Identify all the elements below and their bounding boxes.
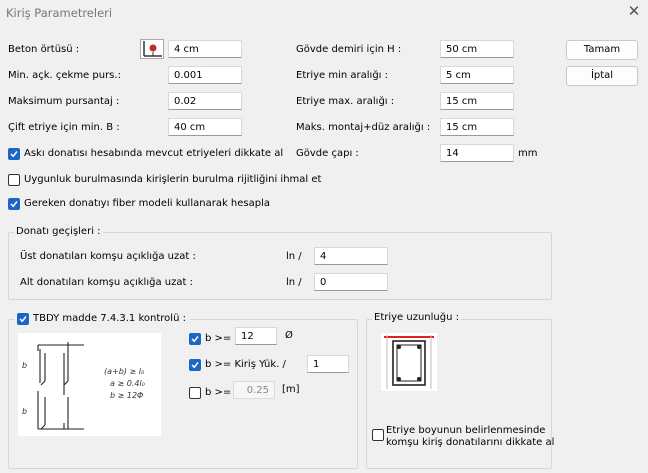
- stirrup-neighbor-label-line2: komşu kiriş donatılarını dikkate al: [386, 437, 555, 448]
- torsion-checkbox-label: Uygunluk burulmasında kirişlerin burulma rijitliğini ihmal et: [24, 174, 322, 185]
- diameter-icon: Ø: [285, 330, 293, 341]
- min-tension-input[interactable]: 0.001: [168, 66, 242, 84]
- check-icon: [10, 200, 18, 208]
- double-stirrup-input[interactable]: 40 cm: [168, 118, 242, 136]
- tbdy-height-checkbox[interactable]: [189, 359, 201, 371]
- bottom-rebar-prefix: ln /: [286, 277, 302, 288]
- stirrup-length-title: Etriye uzunluğu :: [374, 312, 459, 323]
- tbdy-diameter-prefix: b >=: [205, 333, 232, 344]
- top-rebar-input[interactable]: 4: [314, 247, 388, 265]
- sketch-formula-2: a ≥ 0.4l₀: [110, 379, 145, 388]
- stirrup-max-input[interactable]: 15 cm: [440, 92, 514, 110]
- stirrup-sketch: [381, 333, 437, 391]
- double-stirrup-label: Çift etriye için min. B :: [8, 122, 120, 133]
- stirrup-neighbor-checkbox[interactable]: [372, 429, 384, 441]
- sketch-label-b2: b: [22, 407, 28, 416]
- tbdy-length-input[interactable]: 0.25: [233, 381, 275, 399]
- hanger-checkbox-label: Askı donatısı hesabında mevcut etriyeleri dikkate al: [24, 148, 284, 159]
- bottom-rebar-label: Alt donatıları komşu açıklığa uzat :: [20, 277, 193, 288]
- tbdy-length-unit: [m]: [282, 384, 300, 395]
- stirrup-neighbor-label-line1: Etriye boyunun belirlenmesinde: [386, 425, 546, 436]
- tbdy-height-input[interactable]: 1: [307, 355, 349, 373]
- cover-label: Beton örtüsü :: [8, 44, 80, 55]
- check-icon: [19, 315, 27, 323]
- stirrup-max-label: Etriye max. aralığı :: [296, 96, 395, 107]
- mount-spacing-input[interactable]: 15 cm: [440, 118, 514, 136]
- top-rebar-prefix: ln /: [286, 251, 302, 262]
- sketch-formula-3: b ≥ 12Φ: [110, 391, 144, 400]
- check-icon: [191, 335, 199, 343]
- check-icon: [191, 361, 199, 369]
- rebar-transitions-group: [8, 232, 552, 300]
- tbdy-length-prefix: b >=: [205, 387, 232, 398]
- top-rebar-label: Üst donatıları komşu açıklığa uzat :: [20, 251, 196, 262]
- rebar-transitions-title: Donatı geçişleri :: [16, 226, 101, 237]
- cover-input[interactable]: 4 cm: [168, 40, 242, 58]
- fiber-model-checkbox-label: Gereken donatıyı fiber modeli kullanarak hesapla: [24, 198, 271, 209]
- tbdy-diameter-checkbox[interactable]: [189, 333, 201, 345]
- stirrup-min-label: Etriye min aralığı :: [296, 70, 389, 81]
- web-diameter-unit: mm: [518, 148, 538, 159]
- close-icon[interactable]: ✕: [627, 2, 641, 20]
- sketch-formula-1: (a+b) ≥ l₀: [104, 367, 145, 376]
- max-ratio-input[interactable]: 0.02: [168, 92, 242, 110]
- web-diameter-input[interactable]: 14: [440, 144, 514, 162]
- tbdy-title: TBDY madde 7.4.3.1 kontrolü :: [33, 313, 186, 324]
- tbdy-height-prefix: b >= Kiriş Yük. /: [205, 359, 286, 370]
- ok-button[interactable]: Tamam: [566, 40, 638, 60]
- web-bar-h-label: Gövde demiri için H :: [296, 44, 402, 55]
- tbdy-length-checkbox[interactable]: [189, 387, 201, 399]
- web-bar-h-input[interactable]: 50 cm: [440, 40, 514, 58]
- cover-picker-icon[interactable]: [140, 39, 164, 59]
- bottom-rebar-input[interactable]: 0: [314, 273, 388, 291]
- stirrup-min-input[interactable]: 5 cm: [440, 66, 514, 84]
- torsion-checkbox[interactable]: [8, 174, 20, 186]
- fiber-model-checkbox[interactable]: [8, 198, 20, 210]
- cancel-button[interactable]: İptal: [566, 66, 638, 86]
- check-icon: [10, 150, 18, 158]
- hanger-checkbox[interactable]: [8, 148, 20, 160]
- sketch-label-b1: b: [22, 361, 28, 370]
- mount-spacing-label: Maks. montaj+düz aralığı :: [296, 122, 431, 133]
- lap-splice-sketch: [18, 333, 161, 436]
- max-ratio-label: Maksimum pursantaj :: [8, 96, 120, 107]
- web-diameter-label: Gövde çapı :: [296, 148, 359, 159]
- tbdy-checkbox[interactable]: [17, 313, 29, 325]
- tbdy-diameter-input[interactable]: 12: [235, 327, 277, 345]
- window-title: Kiriş Parametreleri: [6, 6, 113, 20]
- min-tension-label: Min. açk. çekme purs.:: [8, 70, 121, 81]
